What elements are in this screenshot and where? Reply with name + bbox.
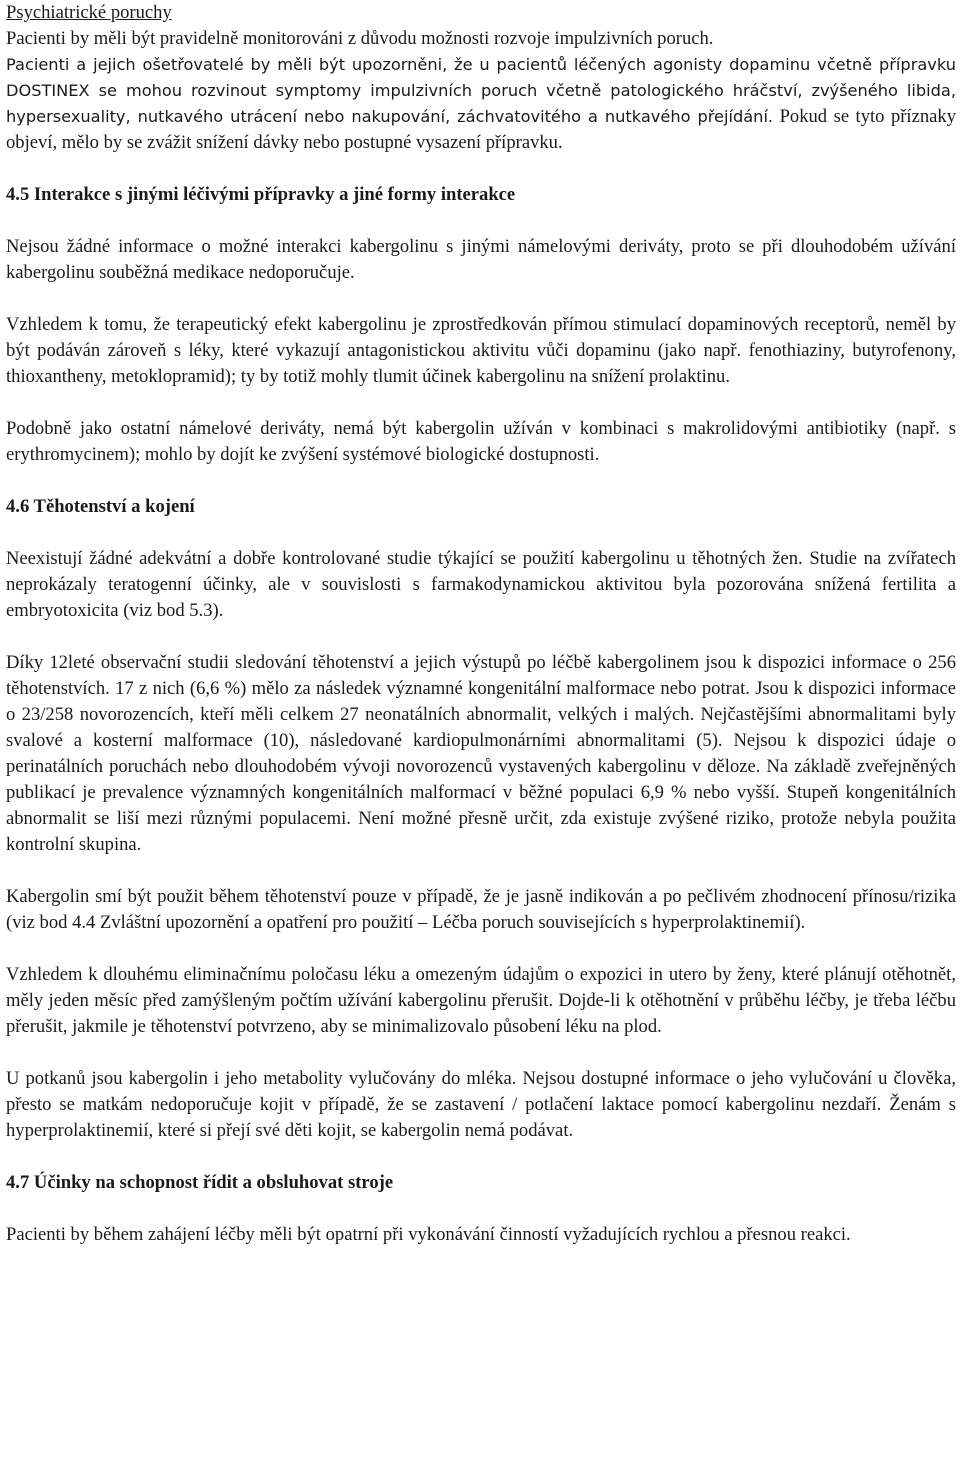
s47-paragraph-1: Pacienti by během zahájení léčby měli být opatrní při vykonávání činností vyžadujících rychlou a přesnou reakci.	[6, 1224, 851, 1245]
section-4-7-heading: 4.7 Účinky na schopnost řídit a obsluhovat stroje	[6, 1172, 394, 1193]
document-page	[6, 0, 956, 1248]
psychiatric-disorders-title: Psychiatrické poruchy	[6, 2, 172, 23]
section-4-5-heading: 4.5 Interakce s jinými léčivými přípravky a jiné formy interakce	[6, 184, 516, 205]
s45-paragraph-3: Podobně jako ostatní námelové deriváty, nemá být kabergolin užíván v kombinaci s makrolidovými antibiotiky (např. s erythromycinem); mohlo by dojít ke zvýšení systémové biologické dostupnosti.	[6, 418, 956, 465]
psych-recommendation-text: Pokud se tyto příznaky objeví, mělo by se zvážit snížení dávky nebo postupné vysazení přípravku.	[6, 106, 956, 153]
s46-paragraph-1: Neexistují žádné adekvátní a dobře kontrolované studie týkající se použití kabergolinu u těhotných žen. Studie na zvířatech neprokázaly teratogenní účinky, ale v souvislosti s farmakodynamickou aktivitou byla pozorována snížená fertilita a embryotoxicita (viz bod 5.3).	[6, 548, 956, 621]
s45-paragraph-1: Nejsou žádné informace o možné interakci kabergolinu s jinými námelovými deriváty, proto se při dlouhodobém užívání kabergolinu souběžná medikace nedoporučuje.	[6, 236, 956, 283]
psych-warning-text: Pacienti a jejich ošetřovatelé by měli být upozorněni, že u pacientů léčených agonisty dopaminu včetně přípravku DOSTINEX se mohou rozvinout symptomy impulzivních poruch včetně patologického hráčství, zvýšeného libida, hypersexuality, nutkavého utrácení nebo nakupování, záchvatovitého a nutkavého přejídání.	[6, 55, 956, 126]
s46-paragraph-5: U potkanů jsou kabergolin i jeho metabolity vylučovány do mléka. Nejsou dostupné informace o jeho vylučování u člověka, přesto se matkám nedoporučuje kojit v případě, že se zastavení / potlačení laktace pomocí kabergolinu nezdaří. Ženám s hyperprolaktinemií, které si přejí své děti kojit, se kabergolin nemá podávat.	[6, 1068, 956, 1141]
s46-paragraph-3: Kabergolin smí být použit během těhotenství pouze v případě, že je jasně indikován a po pečlivém zhodnocení přínosu/rizika (viz bod 4.4 Zvláštní upozornění a opatření pro použití – Léčba poruch souvisejících s hyperprolaktinemií).	[6, 886, 956, 933]
psych-paragraph-2	[6, 52, 956, 156]
s45-paragraph-2: Vzhledem k tomu, že terapeutický efekt kabergolinu je zprostředkován přímou stimulací dopaminových receptorů, neměl by být podáván zároveň s léky, které vykazují antagonistickou aktivitu vůči dopaminu (jako např. fenothiaziny, butyrofenony, thioxantheny, metoklopramid); ty by totiž mohly tlumit účinek kabergolinu na snížení prolaktinu.	[6, 314, 956, 387]
s46-paragraph-4: Vzhledem k dlouhému eliminačnímu poločasu léku a omezeným údajům o expozici in utero by ženy, které plánují otěhotnět, měly jeden měsíc před zamýšleným počtím užívání kabergolinu přerušit. Dojde-li k otěhotnění v průběhu léčby, je třeba léčbu přerušit, jakmile je těhotenství potvrzeno, aby se minimalizovalo působení léku na plod.	[6, 964, 956, 1037]
s46-paragraph-2: Díky 12leté observační studii sledování těhotenství a jejich výstupů po léčbě kabergolinem jsou k dispozici informace o 256 těhotenstvích. 17 z nich (6,6 %) mělo za následek významné kongenitální malformace nebo potrat. Jsou k dispozici informace o 23/258 novorozencích, kteří měli celkem 27 neonatálních abnormalit, velkých i malých. Nejčastějšími abnormalitami byly svalové a kosterní malformace (10), následované kardiopulmonárními abnormalitami (5). Nejsou k dispozici údaje o perinatálních poruchách nebo dlouhodobém vývoji novorozenců vystavených kabergolinu v děloze. Na základě zveřejněných publikací je prevalence významných kongenitálních malformací v běžné populaci 6,9 % nebo vyšší. Stupeň kongenitálních abnormalit se liší mezi různými populacemi. Není možné přesně určit, zda existuje zvýšené riziko, protože nebyla použita kontrolní skupina.	[6, 652, 956, 855]
psych-paragraph-1: Pacienti by měli být pravidelně monitorováni z důvodu možnosti rozvoje impulzivních poruch.	[6, 28, 714, 49]
section-4-6-heading: 4.6 Těhotenství a kojení	[6, 496, 195, 517]
